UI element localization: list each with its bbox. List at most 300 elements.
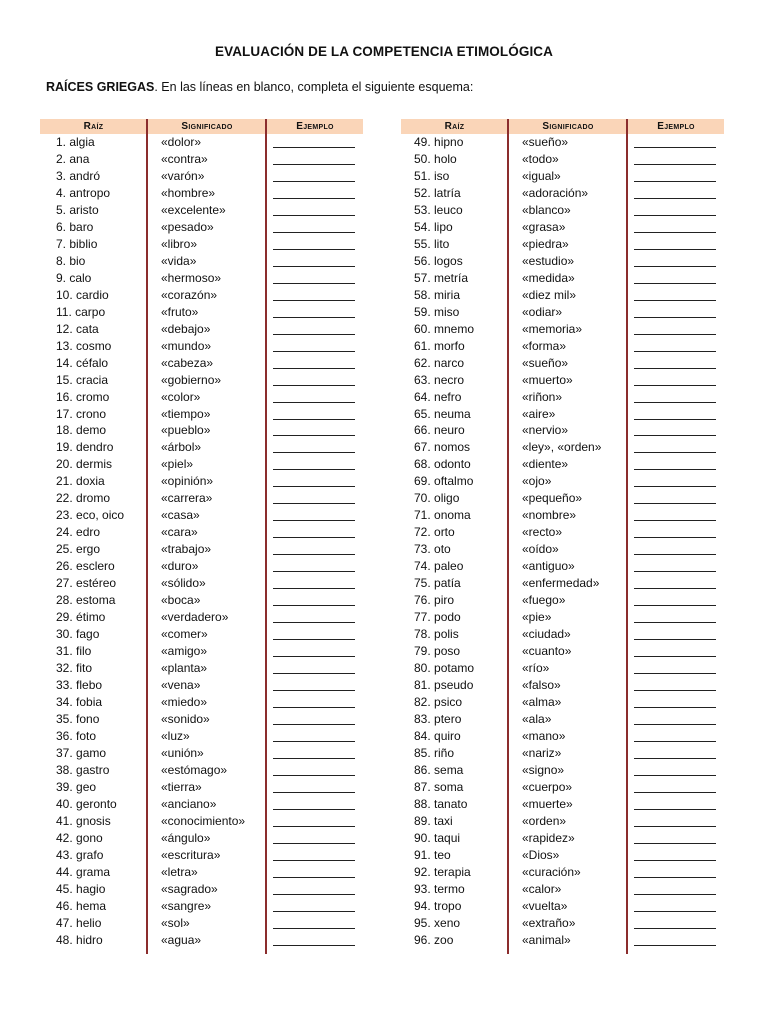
- table-row: [40, 626, 363, 643]
- table-row: [40, 881, 363, 898]
- table-row: [401, 490, 724, 507]
- root-cell: 78. polis: [414, 627, 459, 642]
- example-blank-line[interactable]: [273, 724, 355, 725]
- root-cell: 4. antropo: [56, 185, 111, 200]
- meaning-cell: «grasa»: [522, 219, 566, 234]
- example-blank-line[interactable]: [273, 792, 355, 793]
- table-row: [401, 728, 724, 745]
- table-row: [401, 253, 724, 270]
- example-blank-line[interactable]: [634, 741, 716, 742]
- table-row: [401, 796, 724, 813]
- table-body: [40, 134, 363, 949]
- table-row: [40, 796, 363, 813]
- meaning-cell: «amigo»: [161, 644, 208, 659]
- root-cell: 31. filo: [56, 644, 92, 659]
- meaning-cell: «excelente»: [161, 202, 226, 217]
- meaning-cell: «luz»: [161, 728, 190, 743]
- root-cell: 70. oligo: [414, 491, 460, 506]
- root-cell: 91. teo: [414, 847, 451, 862]
- table-row: [40, 830, 363, 847]
- table-row: [401, 219, 724, 236]
- root-cell: 90. taqui: [414, 830, 461, 845]
- example-blank-line[interactable]: [273, 656, 355, 657]
- meaning-cell: «hombre»: [161, 185, 216, 200]
- table-row: [40, 287, 363, 304]
- example-blank-line[interactable]: [273, 435, 355, 436]
- root-cell: 65. neuma: [414, 406, 471, 421]
- root-cell: 42. gono: [56, 830, 103, 845]
- example-blank-line[interactable]: [273, 300, 355, 301]
- example-blank-line[interactable]: [634, 588, 716, 589]
- table-row: [401, 830, 724, 847]
- root-cell: 59. miso: [414, 304, 460, 319]
- table-row: [40, 932, 363, 949]
- example-blank-line[interactable]: [273, 486, 355, 487]
- example-blank-line[interactable]: [273, 775, 355, 776]
- root-cell: 29. étimo: [56, 610, 106, 625]
- root-cell: 51. iso: [414, 168, 450, 183]
- root-cell: 3. andró: [56, 168, 101, 183]
- table-row: [401, 456, 724, 473]
- table-row: [401, 168, 724, 185]
- example-blank-line[interactable]: [634, 605, 716, 606]
- meaning-cell: «estudio»: [522, 253, 575, 268]
- table-row: [401, 711, 724, 728]
- root-cell: 7. biblio: [56, 236, 98, 251]
- example-blank-line[interactable]: [273, 351, 355, 352]
- table-row: [401, 439, 724, 456]
- example-blank-line[interactable]: [273, 181, 355, 182]
- table-row: [401, 202, 724, 219]
- example-blank-line[interactable]: [273, 826, 355, 827]
- table-row: [40, 694, 363, 711]
- root-cell: 77. podo: [414, 610, 461, 625]
- meaning-cell: «letra»: [161, 864, 198, 879]
- header-raiz: Raíz: [83, 121, 104, 132]
- example-blank-line[interactable]: [634, 860, 716, 861]
- example-blank-line[interactable]: [273, 843, 355, 844]
- table-row: [40, 609, 363, 626]
- example-blank-line[interactable]: [273, 385, 355, 386]
- example-blank-line[interactable]: [634, 520, 716, 521]
- meaning-cell: «extraño»: [522, 915, 576, 930]
- meaning-cell: «tierra»: [161, 779, 202, 794]
- example-blank-line[interactable]: [273, 232, 355, 233]
- table-row: [40, 677, 363, 694]
- example-blank-line[interactable]: [634, 452, 716, 453]
- root-cell: 28. estoma: [56, 593, 116, 608]
- meaning-cell: «rapidez»: [522, 830, 575, 845]
- meaning-cell: «medida»: [522, 270, 575, 285]
- example-blank-line[interactable]: [634, 147, 716, 148]
- root-cell: 14. céfalo: [56, 355, 109, 370]
- example-blank-line[interactable]: [634, 334, 716, 335]
- meaning-cell: «nombre»: [522, 508, 577, 523]
- root-cell: 45. hagio: [56, 881, 106, 896]
- example-blank-line[interactable]: [634, 690, 716, 691]
- root-cell: 41. gnosis: [56, 813, 111, 828]
- table-row: [40, 813, 363, 830]
- meaning-cell: «igual»: [522, 168, 561, 183]
- example-blank-line[interactable]: [634, 317, 716, 318]
- example-blank-line[interactable]: [634, 435, 716, 436]
- root-cell: 35. fono: [56, 711, 100, 726]
- meaning-cell: «sueño»: [522, 135, 569, 149]
- root-cell: 55. lito: [414, 236, 450, 251]
- root-cell: 62. narco: [414, 355, 465, 370]
- example-blank-line[interactable]: [634, 724, 716, 725]
- example-blank-line[interactable]: [634, 385, 716, 386]
- example-blank-line[interactable]: [273, 503, 355, 504]
- example-blank-line[interactable]: [634, 843, 716, 844]
- example-blank-line[interactable]: [273, 945, 355, 946]
- table-row: [401, 236, 724, 253]
- root-cell: 23. eco, oico: [56, 508, 125, 523]
- table-row: [401, 422, 724, 439]
- meaning-cell: «fruto»: [161, 304, 199, 319]
- example-blank-line[interactable]: [634, 894, 716, 895]
- example-blank-line[interactable]: [273, 266, 355, 267]
- root-cell: 30. fago: [56, 627, 100, 642]
- example-blank-line[interactable]: [273, 928, 355, 929]
- table-row: [401, 185, 724, 202]
- example-blank-line[interactable]: [634, 283, 716, 284]
- example-blank-line[interactable]: [634, 911, 716, 912]
- example-blank-line[interactable]: [634, 181, 716, 182]
- example-blank-line[interactable]: [634, 232, 716, 233]
- meaning-cell: «sangre»: [161, 898, 212, 913]
- example-blank-line[interactable]: [273, 554, 355, 555]
- meaning-cell: «pequeño»: [522, 491, 583, 506]
- meaning-cell: «pie»: [522, 610, 552, 625]
- example-blank-line[interactable]: [273, 894, 355, 895]
- meaning-cell: «escritura»: [161, 847, 221, 862]
- example-blank-line[interactable]: [634, 215, 716, 216]
- meaning-cell: «vena»: [161, 678, 201, 692]
- table-row: [40, 762, 363, 779]
- example-blank-line[interactable]: [273, 707, 355, 708]
- meaning-cell: «muerto»: [522, 372, 573, 387]
- example-blank-line[interactable]: [273, 469, 355, 470]
- meaning-cell: «miedo»: [161, 694, 208, 709]
- example-blank-line[interactable]: [273, 639, 355, 640]
- meaning-cell: «trabajo»: [161, 542, 212, 557]
- root-cell: 50. holo: [414, 151, 457, 166]
- meaning-cell: «memoria»: [522, 321, 583, 336]
- root-cell: 93. termo: [414, 881, 465, 896]
- meaning-cell: «pueblo»: [161, 423, 211, 438]
- table-row: [40, 898, 363, 915]
- example-blank-line[interactable]: [634, 656, 716, 657]
- example-blank-line[interactable]: [634, 673, 716, 674]
- example-blank-line[interactable]: [634, 622, 716, 623]
- meaning-cell: «ala»: [522, 711, 552, 726]
- table-row: [40, 728, 363, 745]
- instructions-text: . En las líneas en blanco, completa el siguiente esquema:: [154, 80, 474, 94]
- table-row: [401, 932, 724, 949]
- table-row: [401, 864, 724, 881]
- root-cell: 76. piro: [414, 593, 455, 608]
- example-blank-line[interactable]: [634, 554, 716, 555]
- root-cell: 19. dendro: [56, 440, 114, 455]
- table-row: [401, 762, 724, 779]
- table-row: [40, 592, 363, 609]
- header-ejemplo: Ejemplo: [296, 121, 334, 132]
- header-raiz: Raíz: [444, 121, 465, 132]
- table-row: [40, 134, 363, 151]
- table-row: [40, 745, 363, 762]
- meaning-cell: «todo»: [522, 151, 559, 166]
- meaning-cell: «forma»: [522, 338, 567, 353]
- roots-table-left: [40, 119, 363, 949]
- meaning-cell: «piedra»: [522, 236, 569, 251]
- table-row: [401, 745, 724, 762]
- example-blank-line[interactable]: [273, 215, 355, 216]
- meaning-cell: «enfermedad»: [522, 576, 600, 591]
- meaning-cell: «animal»: [522, 932, 571, 947]
- example-blank-line[interactable]: [273, 452, 355, 453]
- root-cell: 2. ana: [56, 151, 90, 166]
- table-row: [40, 524, 363, 541]
- example-blank-line[interactable]: [634, 639, 716, 640]
- meaning-cell: «sonido»: [161, 711, 210, 726]
- example-blank-line[interactable]: [634, 758, 716, 759]
- example-blank-line[interactable]: [273, 571, 355, 572]
- root-cell: 88. tanato: [414, 796, 468, 811]
- meaning-cell: «vuelta»: [522, 898, 568, 913]
- table-row: [40, 236, 363, 253]
- example-blank-line[interactable]: [634, 877, 716, 878]
- table-row: [401, 507, 724, 524]
- example-blank-line[interactable]: [273, 809, 355, 810]
- instructions-heading: RAÍCES GRIEGAS: [46, 80, 155, 94]
- table-row: [40, 643, 363, 660]
- root-cell: 54. lipo: [414, 219, 453, 234]
- meaning-cell: «planta»: [161, 661, 208, 676]
- meaning-cell: «duro»: [161, 559, 199, 574]
- example-blank-line[interactable]: [634, 503, 716, 504]
- meaning-cell: «unión»: [161, 745, 204, 760]
- meaning-cell: «sol»: [161, 915, 190, 930]
- root-cell: 85. riño: [414, 745, 455, 760]
- table-row: [401, 558, 724, 575]
- root-cell: 81. pseudo: [414, 678, 474, 692]
- example-blank-line[interactable]: [273, 198, 355, 199]
- root-cell: 22. dromo: [56, 491, 111, 506]
- meaning-cell: «sueño»: [522, 355, 569, 370]
- table-row: [40, 575, 363, 592]
- table-row: [401, 643, 724, 660]
- root-cell: 16. cromo: [56, 389, 110, 404]
- root-cell: 17. crono: [56, 406, 107, 421]
- example-blank-line[interactable]: [634, 351, 716, 352]
- example-blank-line[interactable]: [273, 911, 355, 912]
- root-cell: 47. helio: [56, 915, 102, 930]
- table-row: [40, 864, 363, 881]
- root-cell: 32. fito: [56, 661, 93, 676]
- root-cell: 12. cata: [56, 321, 99, 336]
- example-blank-line[interactable]: [273, 860, 355, 861]
- table-row: [40, 321, 363, 338]
- meaning-cell: «verdadero»: [161, 610, 229, 625]
- example-blank-line[interactable]: [634, 249, 716, 250]
- roots-table-right: [401, 119, 724, 949]
- table-row: [401, 677, 724, 694]
- meaning-cell: «mano»: [522, 728, 566, 743]
- meaning-cell: «curación»: [522, 864, 581, 879]
- table-header: [401, 119, 724, 134]
- meaning-cell: «muerte»: [522, 796, 573, 811]
- example-blank-line[interactable]: [634, 300, 716, 301]
- table-row: [401, 847, 724, 864]
- root-cell: 56. logos: [414, 253, 463, 268]
- table-row: [401, 541, 724, 558]
- root-cell: 5. aristo: [56, 202, 99, 217]
- root-cell: 39. geo: [56, 779, 97, 794]
- meaning-cell: «contra»: [161, 151, 208, 166]
- example-blank-line[interactable]: [273, 673, 355, 674]
- root-cell: 67. nomos: [414, 440, 471, 455]
- meaning-cell: «boca»: [161, 593, 201, 608]
- example-blank-line[interactable]: [634, 571, 716, 572]
- meaning-cell: «conocimiento»: [161, 813, 246, 828]
- example-blank-line[interactable]: [273, 164, 355, 165]
- example-blank-line[interactable]: [273, 605, 355, 606]
- table-row: [40, 473, 363, 490]
- root-cell: 52. latría: [414, 185, 461, 200]
- example-blank-line[interactable]: [273, 741, 355, 742]
- example-blank-line[interactable]: [273, 334, 355, 335]
- example-blank-line[interactable]: [273, 877, 355, 878]
- root-cell: 57. metría: [414, 270, 469, 285]
- example-blank-line[interactable]: [273, 317, 355, 318]
- table-row: [401, 626, 724, 643]
- example-blank-line[interactable]: [634, 368, 716, 369]
- example-blank-line[interactable]: [634, 945, 716, 946]
- root-cell: 82. psico: [414, 694, 463, 709]
- example-blank-line[interactable]: [634, 809, 716, 810]
- root-cell: 6. baro: [56, 219, 94, 234]
- meaning-cell: «corazón»: [161, 287, 218, 302]
- example-blank-line[interactable]: [634, 164, 716, 165]
- root-cell: 83. ptero: [414, 711, 462, 726]
- example-blank-line[interactable]: [273, 147, 355, 148]
- meaning-cell: «antiguo»: [522, 559, 575, 574]
- table-row: [401, 134, 724, 151]
- example-blank-line[interactable]: [273, 520, 355, 521]
- root-cell: 68. odonto: [414, 457, 471, 472]
- example-blank-line[interactable]: [273, 368, 355, 369]
- table-row: [401, 321, 724, 338]
- root-cell: 86. sema: [414, 762, 464, 777]
- meaning-cell: «diente»: [522, 457, 569, 472]
- root-cell: 36. foto: [56, 728, 97, 743]
- example-blank-line[interactable]: [634, 266, 716, 267]
- root-cell: 66. neuro: [414, 423, 465, 438]
- table-row: [40, 711, 363, 728]
- meaning-cell: «sagrado»: [161, 881, 218, 896]
- table-row: [401, 524, 724, 541]
- page-title: EVALUACIÓN DE LA COMPETENCIA ETIMOLÓGICA: [215, 44, 553, 59]
- root-cell: 64. nefro: [414, 389, 462, 404]
- example-blank-line[interactable]: [273, 283, 355, 284]
- root-cell: 96. zoo: [414, 932, 454, 947]
- meaning-cell: «debajo»: [161, 321, 211, 336]
- root-cell: 34. fobia: [56, 694, 103, 709]
- meaning-cell: «Dios»: [522, 847, 560, 862]
- example-blank-line[interactable]: [273, 758, 355, 759]
- root-cell: 46. hema: [56, 898, 107, 913]
- example-blank-line[interactable]: [634, 775, 716, 776]
- meaning-cell: «nervio»: [522, 423, 569, 438]
- meaning-cell: «árbol»: [161, 440, 202, 455]
- table-row: [40, 202, 363, 219]
- meaning-cell: «anciano»: [161, 796, 217, 811]
- table-row: [401, 813, 724, 830]
- meaning-cell: «gobierno»: [161, 372, 222, 387]
- example-blank-line[interactable]: [634, 792, 716, 793]
- example-blank-line[interactable]: [634, 928, 716, 929]
- table-row: [40, 270, 363, 287]
- table-row: [40, 847, 363, 864]
- header-ejemplo: Ejemplo: [657, 121, 695, 132]
- header-significado: Significado: [181, 121, 233, 132]
- meaning-cell: «color»: [161, 389, 201, 404]
- table-body: [401, 134, 724, 949]
- example-blank-line[interactable]: [273, 419, 355, 420]
- root-cell: 27. estéreo: [56, 576, 117, 591]
- example-blank-line[interactable]: [273, 249, 355, 250]
- example-blank-line[interactable]: [273, 537, 355, 538]
- example-blank-line[interactable]: [634, 537, 716, 538]
- root-cell: 1. algia: [56, 135, 95, 149]
- table-row: [401, 898, 724, 915]
- table-row: [40, 304, 363, 321]
- root-cell: 18. demo: [56, 423, 107, 438]
- example-blank-line[interactable]: [273, 402, 355, 403]
- example-blank-line[interactable]: [634, 469, 716, 470]
- meaning-cell: «cabeza»: [161, 355, 214, 370]
- example-blank-line[interactable]: [634, 402, 716, 403]
- example-blank-line[interactable]: [273, 588, 355, 589]
- root-cell: 15. cracia: [56, 372, 109, 387]
- meaning-cell: «ley», «orden»: [522, 440, 602, 455]
- example-blank-line[interactable]: [634, 419, 716, 420]
- example-blank-line[interactable]: [634, 826, 716, 827]
- example-blank-line[interactable]: [634, 486, 716, 487]
- table-row: [401, 592, 724, 609]
- meaning-cell: «ciudad»: [522, 627, 571, 642]
- example-blank-line[interactable]: [634, 707, 716, 708]
- table-row: [40, 219, 363, 236]
- meaning-cell: «río»: [522, 661, 550, 676]
- meaning-cell: «cuerpo»: [522, 779, 573, 794]
- table-row: [401, 694, 724, 711]
- example-blank-line[interactable]: [273, 622, 355, 623]
- table-row: [401, 270, 724, 287]
- example-blank-line[interactable]: [634, 198, 716, 199]
- example-blank-line[interactable]: [273, 690, 355, 691]
- root-cell: 61. morfo: [414, 338, 465, 353]
- table-row: [401, 473, 724, 490]
- table-row: [40, 490, 363, 507]
- table-row: [401, 609, 724, 626]
- root-cell: 74. paleo: [414, 559, 464, 574]
- table-row: [40, 507, 363, 524]
- root-cell: 58. miria: [414, 287, 461, 302]
- root-cell: 94. tropo: [414, 898, 462, 913]
- root-cell: 53. leuco: [414, 202, 463, 217]
